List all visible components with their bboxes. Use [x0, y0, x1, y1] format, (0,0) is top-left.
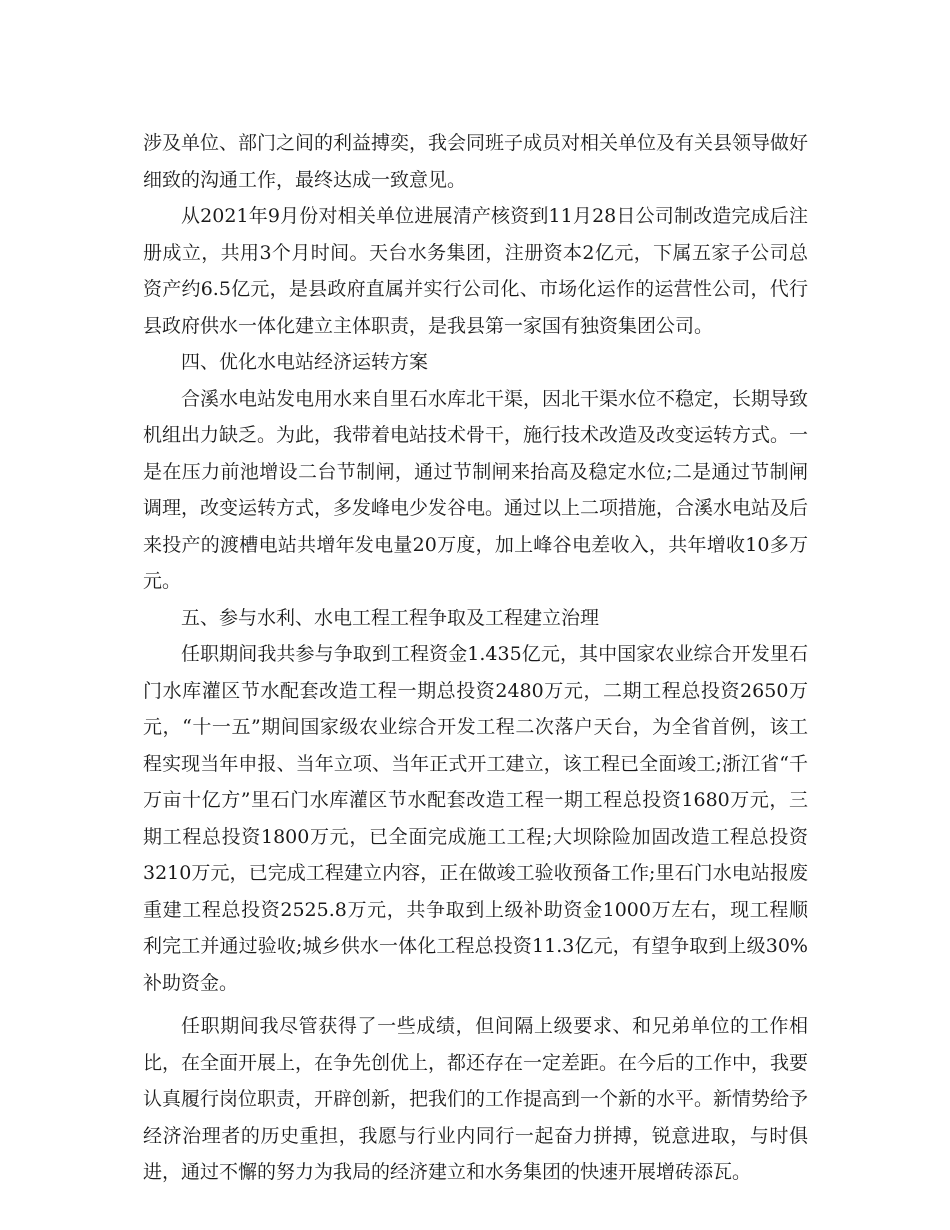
paragraph-conclusion: 任职期间我尽管获得了一些成绩，但间隔上级要求、和兄弟单位的工作相比，在全面开展上，在争先创优上，都还存在一定差距。在今后的工作中，我要认真履行岗位职责，开辟创新，把我们的工作提高到一个新的水平。新情势给予经济治理者的历史重担，我愿与行业内同行一起奋力拼搏，锐意进取，与时俱进，通过不懈的努力为我局的经济建立和水务集团的快速开展增砖添瓦。 — [143, 1015, 809, 1183]
paragraph-hydropower-optimization: 合溪水电站发电用水来自里石水库北干渠，因北干渠水位不稳定，长期导致机组出力缺乏。为此，我带着电站技术骨干，施行技术改造及改变运转方式。一是在压力前池增设二台节制闸，通过节制闸来抬高及稳定水位;二是通过节制闸调理，改变运转方式，多发峰电少发谷电。通过以上二项措施，合溪水电站及后来投产的渡槽电站共增年发电量20万度，加上峰谷电差收入，共年增收10多万元。 — [143, 387, 809, 592]
section-heading-projects: 五、参与水利、水电工程工程争取及工程建立治理 — [181, 606, 600, 629]
section-heading-hydropower: 四、优化水电站经济运转方案 — [181, 351, 429, 373]
document-body — [143, 125, 808, 1191]
paragraph-project-funding: 任职期间我共参与争取到工程资金1.435亿元，其中国家农业综合开发里石门水库灌区节水配套改造工程一期总投资2480万元，二期工程总投资2650万元，“十一五”期间国家级农业综合开发工程二次落户天台，为全省首例，该工程实现当年申报、当年立项、当年正式开工建立，该工程已全面竣工;浙江省“千万亩十亿方”里石门水库灌区节水配套改造工程一期工程总投资1680万元，三期工程总投资1800万元，已全面完成施工工程;大坝除险加固改造工程总投资3210万元，已完成工程建立内容，正在做竣工验收预备工作;里石门水电站报废重建工程总投资2525.8万元，共争取到上级补助资金1000万左右，现工程顺利完工并通过验收;城乡供水一体化工程总投资11.3亿元，有望争取到上级30%补助资金。 — [143, 643, 808, 994]
paragraph-company-establishment: 从2021年9月份对相关单位进展清产核资到11月28日公司制改造完成后注册成立，共用3个月时间。天台水务集团，注册资本2亿元，下属五家子公司总资产约6.5亿元，是县政府直属并实行公司化、市场化运作的运营性公司，代行县政府供水一体化建立主体职责，是我县第一家国有独资集团公司。 — [143, 205, 808, 337]
paragraph-continuation: 涉及单位、部门之间的利益搏奕，我会同班子成员对相关单位及有关县领导做好细致的沟通工作，最终达成一致意见。 — [143, 132, 809, 191]
